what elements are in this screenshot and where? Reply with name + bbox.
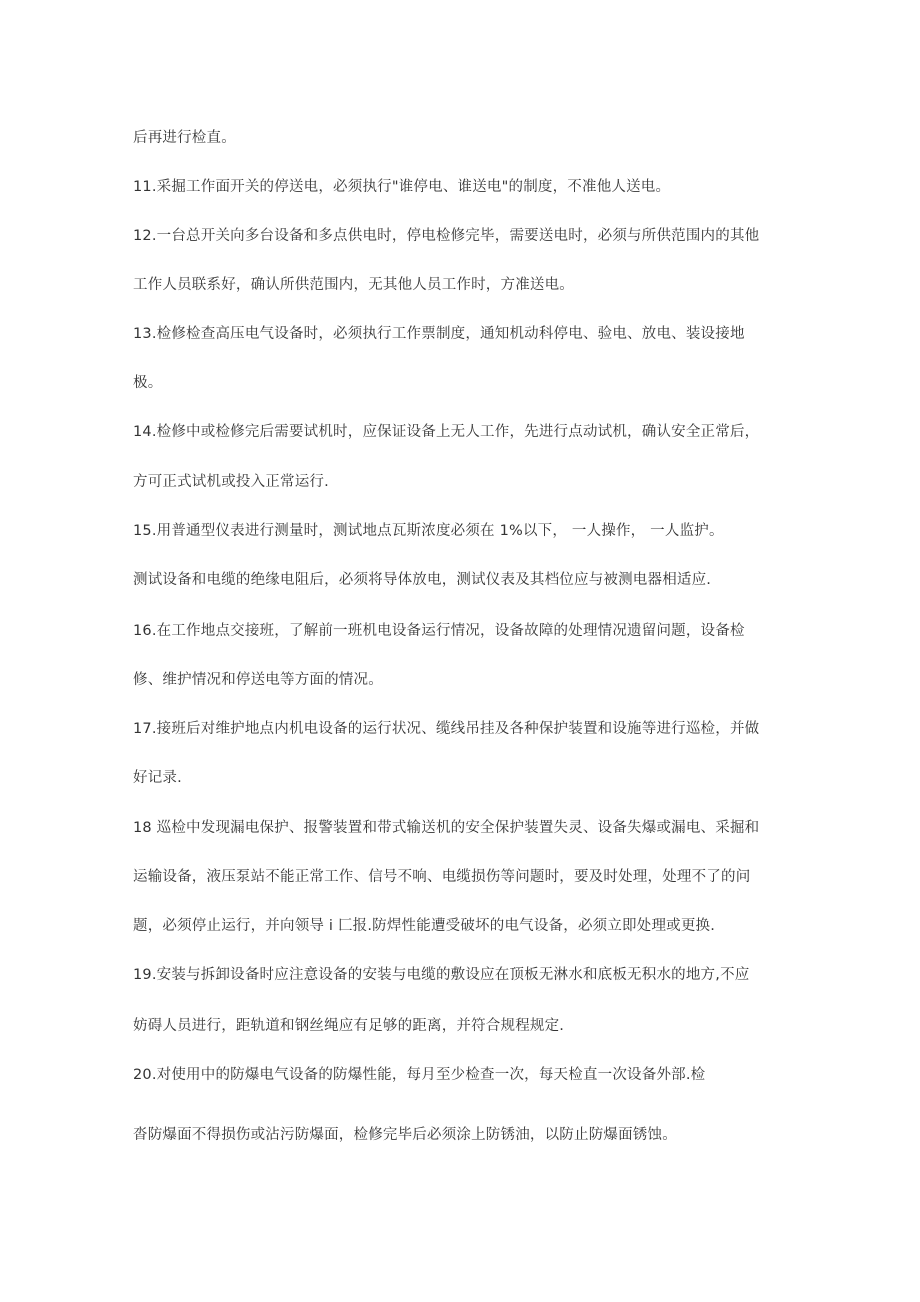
text-line: 好记录.: [133, 770, 182, 786]
text-line: 极。: [133, 375, 163, 391]
text-line: 16.在工作地点交接班，了解前一班机电设备运行情况，设备故障的处理情况遗留问题，设备检: [133, 623, 745, 639]
text-line: 18 巡检中发现漏电保护、报警装置和带式输送机的安全保护装置失灵、设备失爆或漏电、采掘和: [133, 820, 760, 836]
text-line: 11.采掘工作面开关的停送电，必须执行"谁停电、谁送电"的制度，不准他人送电。: [133, 179, 671, 195]
text-line: 测试设备和电缆的绝缘电阻后，必须将导体放电，测试仪表及其档位应与被测电器相适应.: [133, 572, 712, 588]
text-line: 14.检修中或检修完后需要试机时，应保证设备上无人工作，先进行点动试机，确认安全正常后，: [133, 424, 760, 440]
text-line: 题，必须停止运行，并向领导 i 匚报.防焊性能遭受破坏的电气设备，必须立即处理或更换.: [133, 918, 716, 934]
text-line: 沓防爆面不得损伤或沾污防爆面，检修完毕后必须涂上防锈油，以防止防爆面锈蚀。: [133, 1127, 677, 1143]
text-line: 15.用普通型仪表进行测量时，测试地点瓦斯浓度必须在 1%以下， 一人操作， 一人监护。: [133, 523, 724, 539]
text-line: 后再进行检直。: [133, 130, 236, 146]
text-line: 13.检修检查高压电气设备时，必须执行工作票制度，通知机动科停电、验电、放电、装设接地: [133, 326, 745, 342]
text-line: 17.接班后对维护地点内机电设备的运行状况、缆线吊挂及各种保护装置和设施等进行巡检，并做: [133, 721, 760, 737]
text-line: 方可正式试机或投入正常运行.: [133, 474, 329, 490]
text-line: 20.对使用中的防爆电气设备的防爆性能，每月至少检查一次，每天检直一次设备外部.检: [133, 1067, 706, 1083]
text-line: 19.安装与拆卸设备时应注意设备的安装与电缆的敷设应在顶板无淋水和底板无积水的地方,不应: [133, 967, 750, 983]
text-line: 运输设备，液压泵站不能正常工作、信号不响、电缆损伤等问题时，要及时处理，处理不了的问: [133, 869, 751, 885]
text-line: 12.一台总开关向多台设备和多点供电时，停电检修完毕，需要送电时，必须与所供范围内的其他: [133, 228, 760, 244]
text-line: 修、维护情况和停送电等方面的情况。: [133, 672, 383, 688]
text-line: 妨碍人员进行，距轨道和钢丝绳应有足够的距离，并符合规程规定.: [133, 1018, 565, 1034]
text-line: 工作人员联系好，确认所供范围内，无其他人员工作时，方准送电。: [133, 277, 574, 293]
